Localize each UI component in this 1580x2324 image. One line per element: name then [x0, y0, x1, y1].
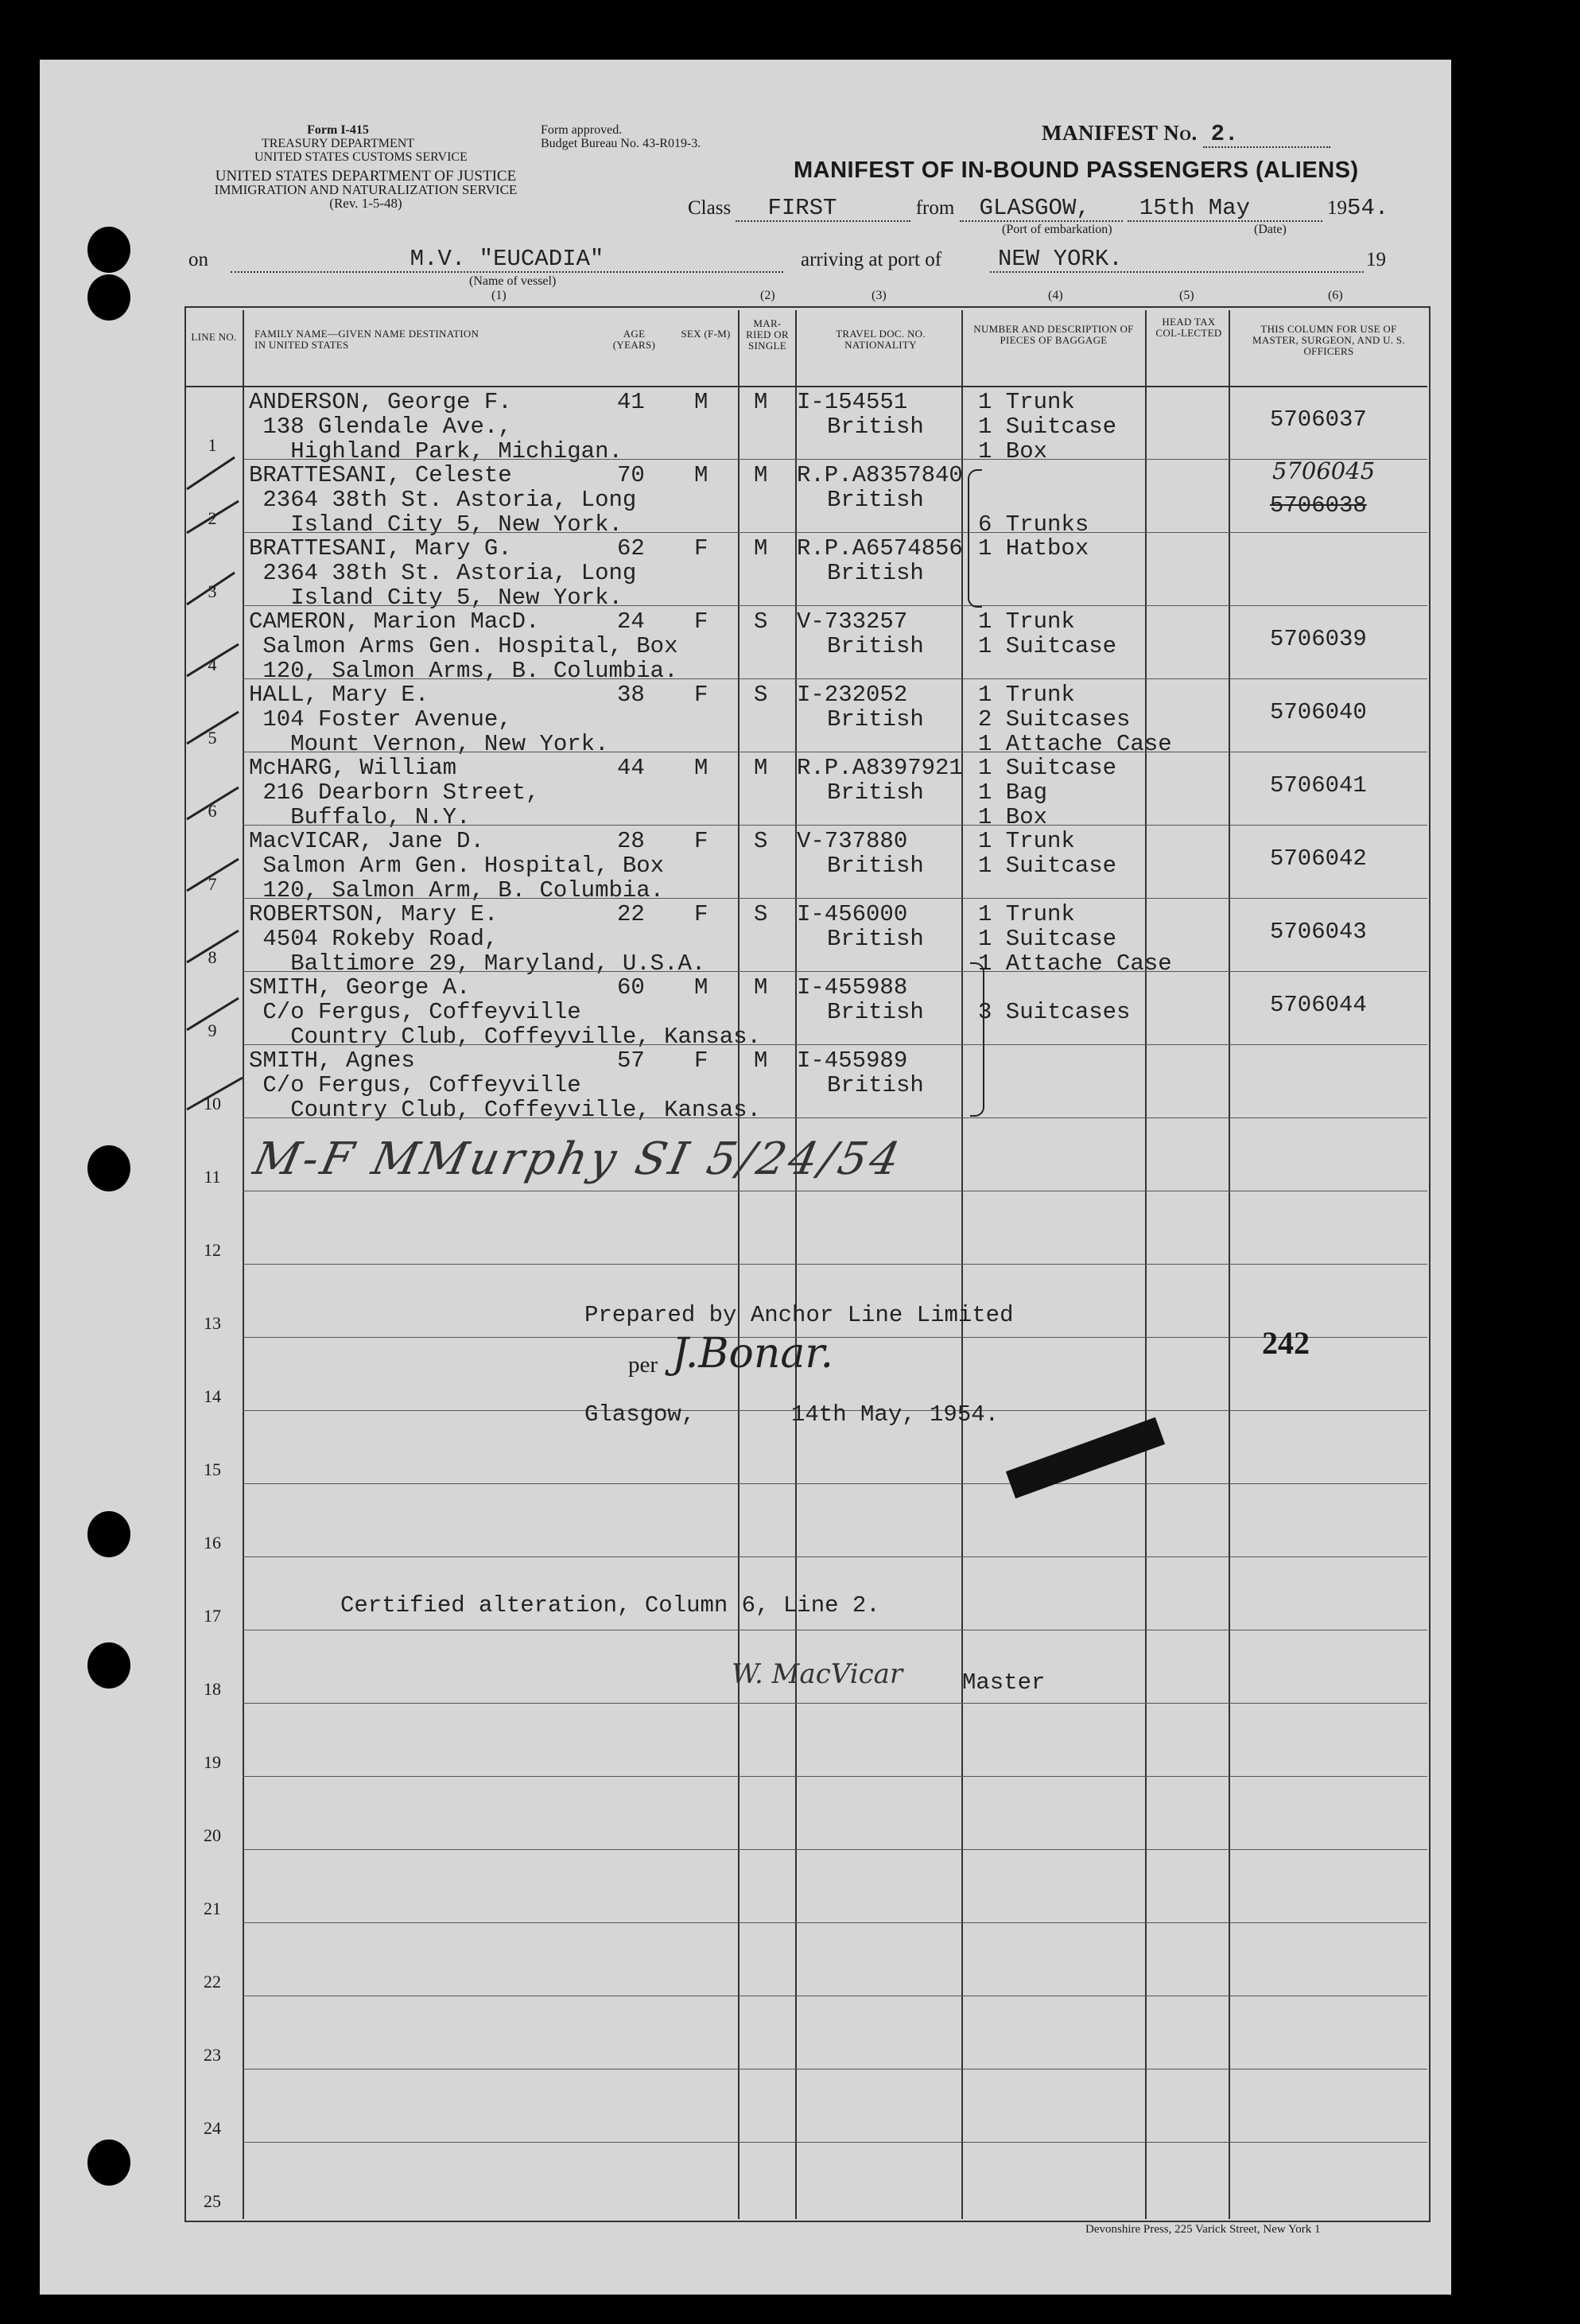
approval-label: Form approved. [541, 123, 623, 137]
marital-status: M [754, 535, 768, 562]
passenger-age: 70 [617, 462, 645, 488]
page-title: MANIFEST OF IN-BOUND PASSENGERS (ALIENS) [794, 157, 1359, 183]
binder-hole [87, 2139, 130, 2186]
passenger-name: BRATTESANI, Mary G. [249, 535, 512, 562]
date-caption: (Date) [1254, 223, 1287, 236]
marital-status: M [754, 462, 768, 488]
line-number: 19 [204, 1752, 221, 1772]
destination-line: Buffalo, N.Y. [249, 804, 471, 830]
col-divider [961, 310, 963, 2219]
baggage-item: 1 Box [978, 804, 1048, 830]
destination-line: Salmon Arm Gen. Hospital, Box [249, 853, 665, 879]
justice-label: UNITED STATES DEPARTMENT OF JUSTICE [215, 168, 517, 185]
row-separator [243, 1776, 1427, 1777]
passenger-age: 28 [617, 828, 645, 854]
line-number: 10 [204, 1094, 221, 1113]
col-number-6: (6) [1328, 289, 1343, 302]
nationality: British [827, 633, 924, 659]
row-separator [243, 2142, 1427, 2143]
prepared-by: Prepared by Anchor Line Limited [584, 1302, 1014, 1328]
row-separator [243, 1849, 1427, 1850]
line-number: 4 [208, 655, 217, 674]
budget-bureau-label: Budget Bureau No. 43-R019-3. [541, 137, 701, 150]
col-divider [1229, 310, 1230, 2219]
line-number: 20 [204, 1825, 221, 1845]
marital-status: M [754, 1047, 768, 1074]
line-number: 16 [204, 1533, 221, 1553]
officer-correction: 5706045 [1272, 457, 1376, 484]
col-divider [1145, 310, 1147, 2219]
per-label: per [628, 1352, 658, 1378]
line-number: 2 [208, 508, 217, 528]
place-label: Glasgow, [584, 1401, 696, 1428]
line-number: 13 [204, 1313, 221, 1333]
destination-line: 120, Salmon Arm, B. Columbia. [249, 877, 665, 904]
col-divider [738, 310, 740, 2219]
row-separator [243, 1264, 1427, 1265]
class-line [688, 196, 1388, 222]
col-number-3: (3) [872, 289, 887, 302]
officer-number: 5706037 [1270, 406, 1367, 433]
revision-label: (Rev. 1-5-48) [329, 196, 402, 211]
line-number: 22 [204, 1972, 221, 1992]
row-separator [243, 532, 1427, 533]
baggage-item: 6 Trunks [978, 511, 1089, 538]
passenger-name: SMITH, Agnes [249, 1047, 415, 1074]
baggage-brace [970, 962, 984, 1117]
customs-label: UNITED STATES CUSTOMS SERVICE [254, 150, 468, 164]
officer-number: 5706038 [1270, 492, 1367, 519]
nationality: British [827, 1072, 924, 1098]
baggage-item: 1 Trunk [978, 608, 1075, 635]
manifest-label: MANIFEST No. [1042, 121, 1198, 145]
class-value: FIRST [736, 196, 910, 222]
destination-line: Country Club, Coffeyville, Kansas. [249, 1097, 761, 1123]
arriving-label: arriving at port of [801, 249, 942, 270]
destination-line: Salmon Arms Gen. Hospital, Box [249, 633, 678, 659]
line-number: 15 [204, 1459, 221, 1479]
row-separator [243, 605, 1427, 606]
binder-hole [87, 227, 130, 273]
destination-line: Island City 5, New York. [249, 511, 623, 538]
port-caption: (Port of embarkation) [1002, 223, 1112, 236]
col-header-head-tax: HEAD TAX COL-LECTED [1155, 316, 1222, 339]
passenger-sex: F [694, 901, 708, 927]
nationality: British [827, 560, 924, 586]
form-id-block [254, 123, 468, 164]
nationality: British [827, 414, 924, 440]
passenger-sex: F [694, 682, 708, 708]
col-header-travel-doc: TRAVEL DOC. NO. NATIONALITY [836, 328, 926, 351]
baggage-item: 3 Suitcases [978, 999, 1131, 1025]
binder-hole [87, 1511, 130, 1557]
embarkation-date: 15th May [1128, 196, 1322, 222]
passenger-sex: M [694, 462, 708, 488]
destination-line: 104 Foster Avenue, [249, 706, 512, 733]
marital-status: M [754, 389, 768, 415]
destination-line: Country Club, Coffeyville, Kansas. [249, 1024, 761, 1050]
baggage-item: 1 Trunk [978, 828, 1075, 854]
class-label: Class [688, 197, 732, 219]
row-separator [243, 678, 1427, 679]
certified-alteration: Certified alteration, Column 6, Line 2. [340, 1592, 880, 1619]
handwritten-annotation: M-F MMurphy SI 5/24/54 [249, 1133, 907, 1185]
destination-line: 120, Salmon Arms, B. Columbia. [249, 658, 678, 684]
officer-number: 5706043 [1270, 919, 1367, 945]
destination-line: 216 Dearborn Street, [249, 779, 540, 806]
baggage-item: 1 Suitcase [978, 633, 1117, 659]
passenger-age: 38 [617, 682, 645, 708]
line-number: 9 [208, 1020, 217, 1040]
row-separator [243, 971, 1427, 972]
check-marks [175, 445, 270, 1129]
row-separator [243, 1922, 1427, 1923]
marital-status: S [754, 608, 768, 635]
vessel-caption: (Name of vessel) [469, 274, 557, 288]
travel-doc-number: I-456000 [797, 901, 908, 927]
col-number-4: (4) [1048, 289, 1063, 302]
nationality: British [827, 926, 924, 952]
row-separator [243, 898, 1427, 899]
travel-doc-number: I-232052 [797, 682, 908, 708]
passenger-name: SMITH, George A. [249, 974, 471, 1001]
col-number-5: (5) [1179, 289, 1194, 302]
travel-doc-number: R.P.A6574856 [797, 535, 963, 562]
row-separator [243, 1117, 1427, 1118]
destination-line: Highland Park, Michigan. [249, 438, 623, 464]
line-number: 25 [204, 2191, 221, 2211]
baggage-item: 1 Hatbox [978, 535, 1089, 562]
passenger-sex: M [694, 974, 708, 1001]
line-number: 11 [204, 1167, 221, 1187]
travel-doc-number: R.P.A8397921 [797, 755, 963, 781]
col-number-1: (1) [491, 289, 507, 302]
row-separator [243, 1483, 1427, 1484]
baggage-item: 1 Attache Case [978, 950, 1172, 977]
passenger-name: McHARG, William [249, 755, 457, 781]
baggage-item: 1 Suitcase [978, 926, 1117, 952]
destination-line: C/o Fergus, Coffeyville [249, 999, 581, 1025]
col-header-sex: SEX (F-M) [681, 328, 731, 340]
passenger-age: 62 [617, 535, 645, 562]
approval-block [541, 123, 701, 150]
baggage-item: 1 Suitcase [978, 853, 1117, 879]
port-of-embarkation: GLASGOW, [960, 196, 1123, 222]
year-value: 54. [1347, 195, 1389, 221]
passenger-age: 57 [617, 1047, 645, 1074]
travel-doc-number: I-154551 [797, 389, 908, 415]
row-separator [243, 459, 1427, 460]
col-header-line: LINE NO. [191, 331, 237, 343]
row-separator [243, 1337, 1427, 1338]
treasury-label: TREASURY DEPARTMENT [261, 137, 415, 150]
marital-status: S [754, 901, 768, 927]
col-header-baggage: NUMBER AND DESCRIPTION OF PIECES OF BAGGAGE [973, 323, 1134, 346]
passenger-age: 24 [617, 608, 645, 635]
baggage-item: 1 Trunk [978, 389, 1075, 415]
passenger-name: HALL, Mary E. [249, 682, 429, 708]
passenger-age: 41 [617, 389, 645, 415]
line-number: 12 [204, 1240, 221, 1260]
baggage-brace [968, 469, 982, 608]
travel-doc-number: I-455988 [797, 974, 908, 1001]
line-number: 3 [208, 581, 217, 601]
officer-number: 5706042 [1270, 845, 1367, 872]
justice-block [183, 169, 549, 210]
officer-number: 5706041 [1270, 772, 1367, 799]
destination-line: Mount Vernon, New York. [249, 731, 609, 757]
marital-status: S [754, 828, 768, 854]
col-divider [795, 310, 797, 2219]
year-prefix: 19 [1327, 197, 1348, 219]
baggage-item: 1 Bag [978, 779, 1048, 806]
travel-doc-number: R.P.A8357840 [797, 462, 963, 488]
passenger-sex: F [694, 828, 708, 854]
master-signature: W. MacVicar [732, 1658, 903, 1690]
line-number: 18 [204, 1679, 221, 1699]
nationality: British [827, 853, 924, 879]
agent-signature: J.Bonar. [672, 1330, 834, 1378]
vessel-name: M.V. "EUCADIA" [231, 247, 783, 273]
manifest-number-label [1042, 121, 1330, 148]
destination-line: Baltimore 29, Maryland, U.S.A. [249, 950, 706, 977]
master-label: Master [962, 1669, 1046, 1696]
baggage-item: 1 Trunk [978, 682, 1075, 708]
binder-hole [87, 1145, 130, 1191]
passenger-name: CAMERON, Marion MacD. [249, 608, 540, 635]
passenger-sex: F [694, 535, 708, 562]
baggage-item: 2 Suitcases [978, 706, 1131, 733]
from-label: from [915, 197, 955, 219]
marital-status: S [754, 682, 768, 708]
row-separator [243, 1556, 1427, 1557]
passenger-age: 60 [617, 974, 645, 1001]
officer-number: 5706040 [1270, 699, 1367, 725]
passenger-sex: F [694, 1047, 708, 1074]
destination-line: 138 Glendale Ave., [249, 414, 512, 440]
passenger-age: 22 [617, 901, 645, 927]
arrival-port: NEW YORK. [990, 247, 1364, 273]
passenger-sex: M [694, 755, 708, 781]
line-number: 21 [204, 1898, 221, 1918]
line-number: 6 [208, 801, 217, 821]
nationality: British [827, 487, 924, 513]
baggage-item: 1 Box [978, 438, 1048, 464]
nationality: British [827, 779, 924, 806]
arrival-year: 19 [1366, 249, 1386, 270]
form-number: Form I-415 [307, 123, 369, 137]
binder-hole [87, 1642, 130, 1689]
travel-doc-number: I-455989 [797, 1047, 908, 1074]
passenger-name: MacVICAR, Jane D. [249, 828, 484, 854]
col-header-officers: THIS COLUMN FOR USE OF MASTER, SURGEON, AND U. S. OFFICERS [1252, 323, 1405, 357]
marital-status: M [754, 755, 768, 781]
passenger-age: 44 [617, 755, 645, 781]
passenger-sex: M [694, 389, 708, 415]
binder-hole [87, 274, 130, 321]
passenger-name: ROBERTSON, Mary E. [249, 901, 499, 927]
line-number: 7 [208, 874, 217, 894]
line-number: 24 [204, 2118, 221, 2138]
printer-imprint: Devonshire Press, 225 Varick Street, New York 1 [1085, 2223, 1321, 2236]
col-number-2: (2) [760, 289, 775, 302]
line-number: 1 [208, 435, 217, 455]
travel-doc-number: V-737880 [797, 828, 908, 854]
line-number: 23 [204, 2045, 221, 2065]
baggage-item: 1 Suitcase [978, 755, 1117, 781]
col-header-name: FAMILY NAME—GIVEN NAME DESTINATION IN UNITED STATES [254, 328, 479, 351]
col-header-age: AGE (YEARS) [612, 328, 656, 351]
passenger-sex: F [694, 608, 708, 635]
baggage-item: 1 Attache Case [978, 731, 1172, 757]
line-number: 14 [204, 1386, 221, 1406]
page-number: 242 [1262, 1325, 1310, 1361]
row-separator [243, 1703, 1427, 1704]
prepared-date: 14th May, 1954. [791, 1401, 1000, 1428]
nationality: British [827, 999, 924, 1025]
baggage-item: 1 Suitcase [978, 414, 1117, 440]
destination-line: 2364 38th St. Astoria, Long [249, 487, 637, 513]
manifest-number: 2. [1203, 122, 1330, 148]
line-number: 8 [208, 947, 217, 967]
line-number: 17 [204, 1606, 221, 1626]
row-separator [243, 825, 1427, 826]
destination-line: C/o Fergus, Coffeyville [249, 1072, 581, 1098]
destination-line: 2364 38th St. Astoria, Long [249, 560, 637, 586]
marital-status: M [754, 974, 768, 1001]
on-label: on [188, 249, 208, 270]
travel-doc-number: V-733257 [797, 608, 908, 635]
baggage-item: 1 Trunk [978, 901, 1075, 927]
row-separator [243, 1044, 1427, 1045]
line-number: 5 [208, 728, 217, 748]
nationality: British [827, 706, 924, 733]
destination-line: Island City 5, New York. [249, 585, 623, 611]
passenger-name: ANDERSON, George F. [249, 389, 512, 415]
destination-line: 4504 Rokeby Road, [249, 926, 499, 952]
officer-number: 5706039 [1270, 626, 1367, 652]
ins-label: IMMIGRATION AND NATURALIZATION SERVICE [214, 182, 518, 197]
col-header-married: MAR-RIED OR SINGLE [746, 317, 789, 352]
officer-number: 5706044 [1270, 992, 1367, 1018]
header-rule [184, 386, 1427, 387]
passenger-name: BRATTESANI, Celeste [249, 462, 512, 488]
